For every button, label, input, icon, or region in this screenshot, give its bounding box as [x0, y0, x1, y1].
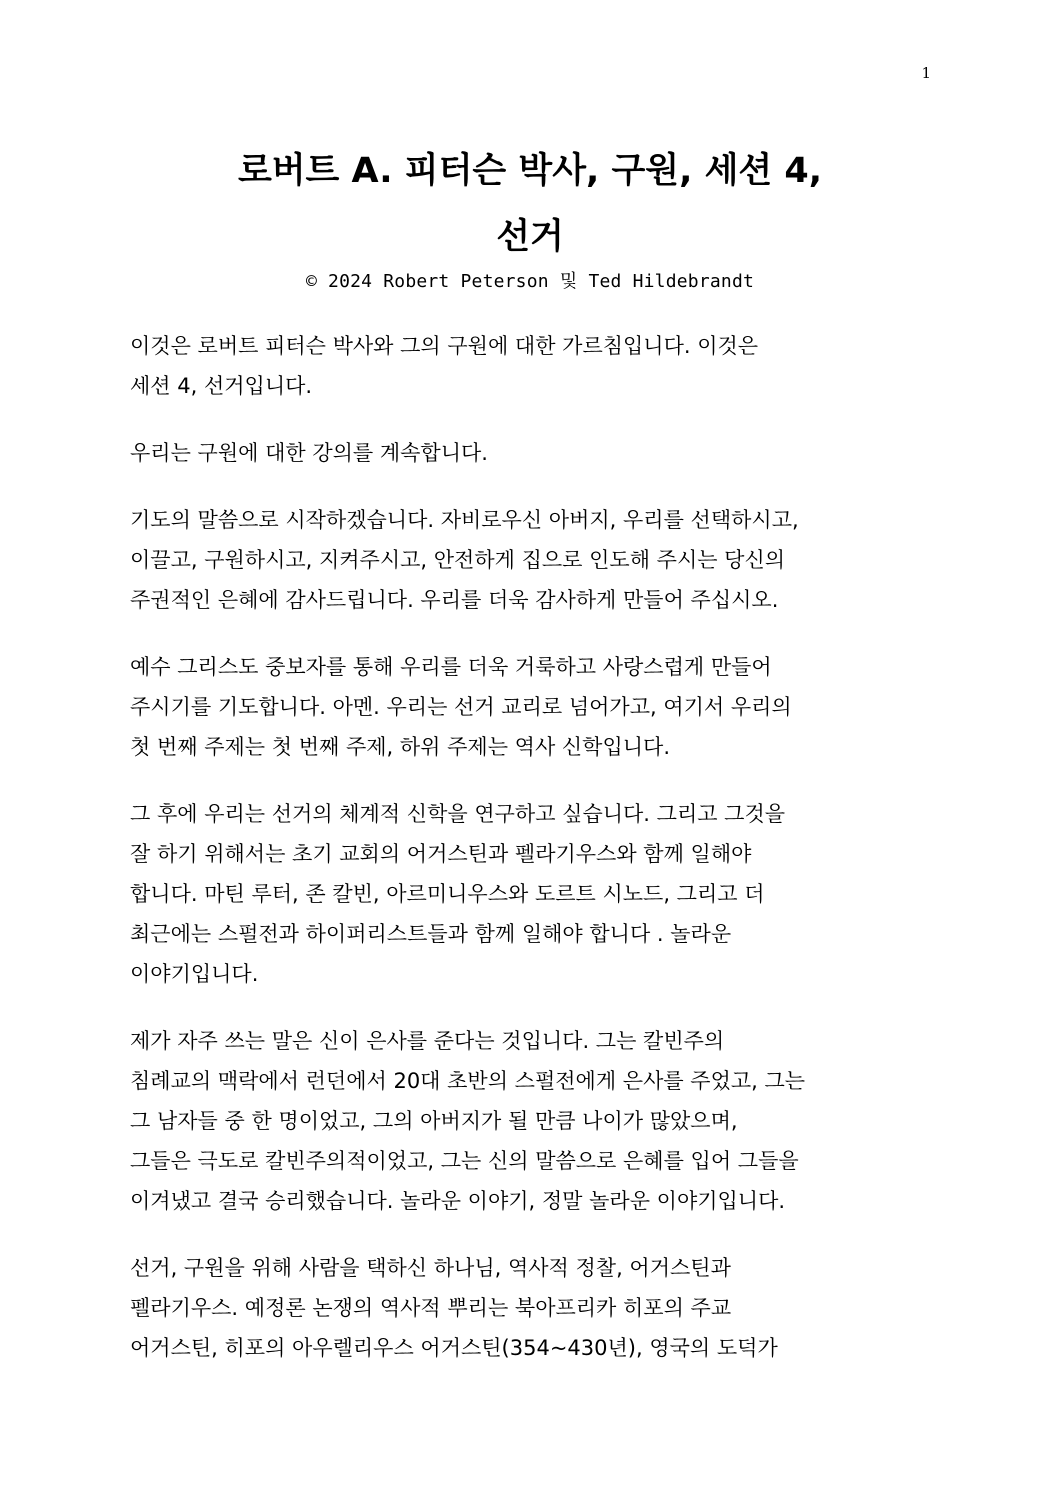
page-number: 1: [921, 64, 931, 82]
title-line: 선거: [496, 217, 564, 257]
body-text: [130, 326, 930, 1395]
text-line: 잘 하기 위해서는 초기 교회의 어거스틴과 펠라기우스와 함께 일해야: [130, 842, 752, 866]
copyright-notice: © 2024 Robert Peterson 및 Ted Hildebrandt: [305, 271, 755, 292]
text-line: 그들은 극도로 칼빈주의적이었고, 그는 신의 말씀으로 은혜를 입어 그들을: [130, 1149, 799, 1173]
document-title: [90, 138, 970, 270]
text-line: 합니다. 마틴 루터, 존 칼빈, 아르미니우스와 도르트 시노드, 그리고 더: [130, 882, 765, 906]
paragraph: [130, 326, 930, 406]
paragraph: [130, 794, 930, 994]
text-line: 어거스틴, 히포의 아우렐리우스 어거스틴(354~430년), 영국의 도덕가: [130, 1336, 778, 1360]
text-line: 이것은 로버트 피터슨 박사와 그의 구원에 대한 가르침입니다. 이것은: [130, 334, 759, 358]
text-line: 예수 그리스도 중보자를 통해 우리를 더욱 거룩하고 사랑스럽게 만들어: [130, 655, 772, 679]
text-line: 이야기입니다.: [130, 962, 259, 986]
text-line: 그 남자들 중 한 명이었고, 그의 아버지가 될 만큼 나이가 많았으며,: [130, 1109, 738, 1133]
text-line: 그 후에 우리는 선거의 체계적 신학을 연구하고 싶습니다. 그리고 그것을: [130, 802, 786, 826]
paragraph: [130, 647, 930, 767]
text-line: 침례교의 맥락에서 런던에서 20대 초반의 스펄전에게 은사를 주었고, 그는: [130, 1069, 806, 1093]
text-line: 이끌고, 구원하시고, 지켜주시고, 안전하게 집으로 인도해 주시는 당신의: [130, 548, 786, 572]
text-line: 주시기를 기도합니다. 아멘. 우리는 선거 교리로 넘어가고, 여기서 우리의: [130, 695, 792, 719]
paragraph: [130, 1021, 930, 1221]
text-line: 최근에는 스펄전과 하이퍼리스트들과 함께 일해야 합니다 . 놀라운: [130, 922, 732, 946]
text-line: 기도의 말씀으로 시작하겠습니다. 자비로우신 아버지, 우리를 선택하시고,: [130, 508, 799, 532]
text-line: 선거, 구원을 위해 사람을 택하신 하나님, 역사적 정찰, 어거스틴과: [130, 1256, 731, 1280]
text-line: 이겨냈고 결국 승리했습니다. 놀라운 이야기, 정말 놀라운 이야기입니다.: [130, 1189, 786, 1213]
paragraph: [130, 433, 930, 473]
title-line: 로버트 A. 피터슨 박사, 구원, 세션 4,: [237, 151, 823, 191]
text-line: 주권적인 은혜에 감사드립니다. 우리를 더욱 감사하게 만들어 주십시오.: [130, 588, 779, 612]
text-line: 첫 번째 주제는 첫 번째 주제, 하위 주제는 역사 신학입니다.: [130, 735, 671, 759]
text-line: 제가 자주 쓰는 말은 신이 은사를 준다는 것입니다. 그는 칼빈주의: [130, 1029, 725, 1053]
text-line: 우리는 구원에 대한 강의를 계속합니다.: [130, 441, 488, 465]
paragraph: [130, 1248, 930, 1368]
paragraph: [130, 500, 930, 620]
text-line: 세션 4, 선거입니다.: [130, 374, 313, 398]
text-line: 펠라기우스. 예정론 논쟁의 역사적 뿌리는 북아프리카 히포의 주교: [130, 1296, 732, 1320]
